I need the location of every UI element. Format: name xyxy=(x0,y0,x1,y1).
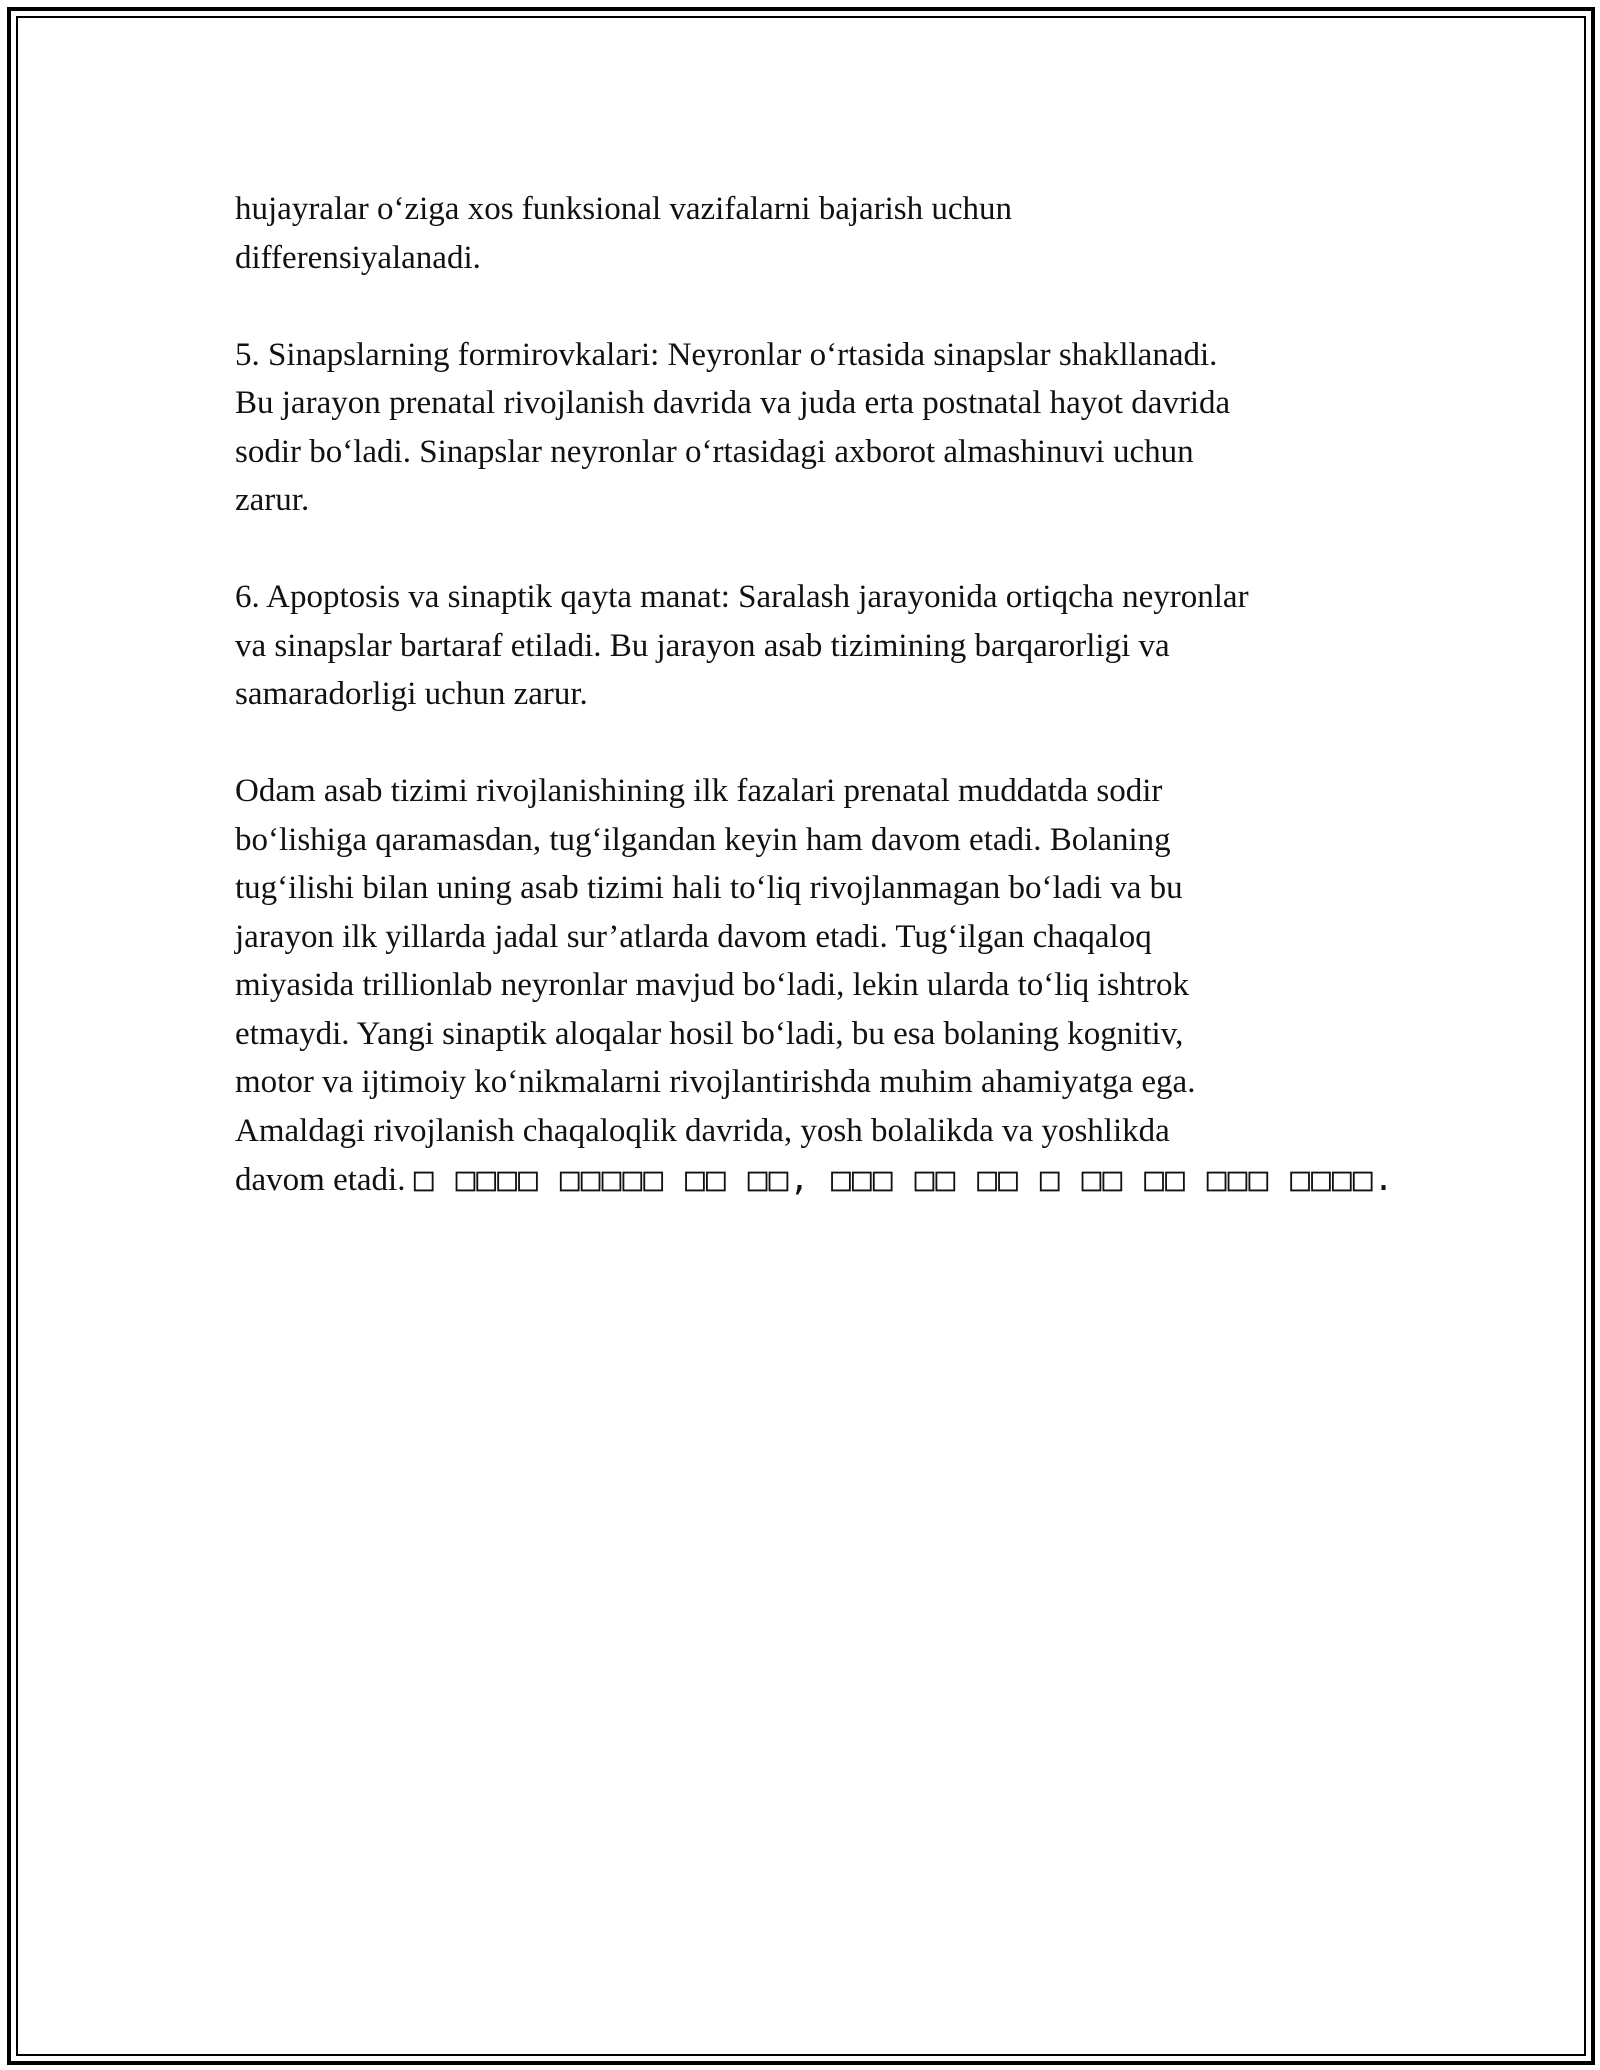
paragraph-apoptosis xyxy=(235,573,1375,719)
text-line: jarayon ilk yillarda jadal sur’atlarda davom etadi. Tug‘ilgan chaqaloq xyxy=(235,918,1152,955)
text-line: 6. Apoptosis va sinaptik qayta manat: Saralash jarayonida ortiqcha neyronlar xyxy=(235,579,1249,615)
text-line: sodir bo‘ladi. Sinapslar neyronlar o‘rtasidagi axborot almashinuvi uchun xyxy=(235,433,1194,470)
text-line: va sinapslar bartaraf etiladi. Bu jarayon asab tizimining barqarorligi va xyxy=(235,627,1170,664)
text-line: Amaldagi rivojlanish chaqaloqlik davrida, yosh bolalikda va yoshlikda xyxy=(235,1112,1170,1149)
text-line: bo‘lishiga qaramasdan, tug‘ilgandan keyin ham davom etadi. Bolaning xyxy=(235,821,1171,858)
document-body xyxy=(235,185,1395,1253)
paragraph-differentiation xyxy=(235,185,1375,282)
text-line: motor va ijtimoiy ko‘nikmalarni rivojlantirishda muhim ahamiyatga ega. xyxy=(235,1064,1196,1100)
paragraph-synapse-formation xyxy=(235,331,1375,525)
text-line: Bu jarayon prenatal rivojlanish davrida va juda erta postnatal hayot davrida xyxy=(235,385,1231,421)
text-line-last xyxy=(235,1155,1395,1205)
text-line: samaradorligi uchun zarur. xyxy=(235,676,588,712)
last-line-text: davom etadi. xyxy=(235,1162,406,1198)
text-line: etmaydi. Yangi sinaptik aloqalar hosil bo‘ladi, bu esa bolaning kognitiv, xyxy=(235,1015,1184,1052)
text-line: 5. Sinapslarning formirovkalari: Neyronlar o‘rtasida sinapslar shakllanadi. xyxy=(235,336,1218,373)
text-line: zarur. xyxy=(235,482,310,518)
missing-glyphs: □ □□□□ □□□□□ □□ □□, □□□ □□ □□ □ □□ □□ □□□ □□□□. xyxy=(413,1159,1395,1198)
text-line: tug‘ilishi bilan uning asab tizimi hali to‘liq rivojlanmagan bo‘ladi va bu xyxy=(235,870,1183,906)
text-line: hujayralar o‘ziga xos funksional vazifalarni bajarish uchun xyxy=(235,191,1013,227)
text-line: Odam asab tizimi rivojlanishining ilk fazalari prenatal muddatda sodir xyxy=(235,773,1163,809)
text-line: differensiyalanadi. xyxy=(235,239,481,276)
text-line: miyasida trillionlab neyronlar mavjud bo‘ladi, lekin ularda to‘liq ishtrok xyxy=(235,967,1190,1003)
paragraph-postnatal-development xyxy=(235,767,1395,1205)
